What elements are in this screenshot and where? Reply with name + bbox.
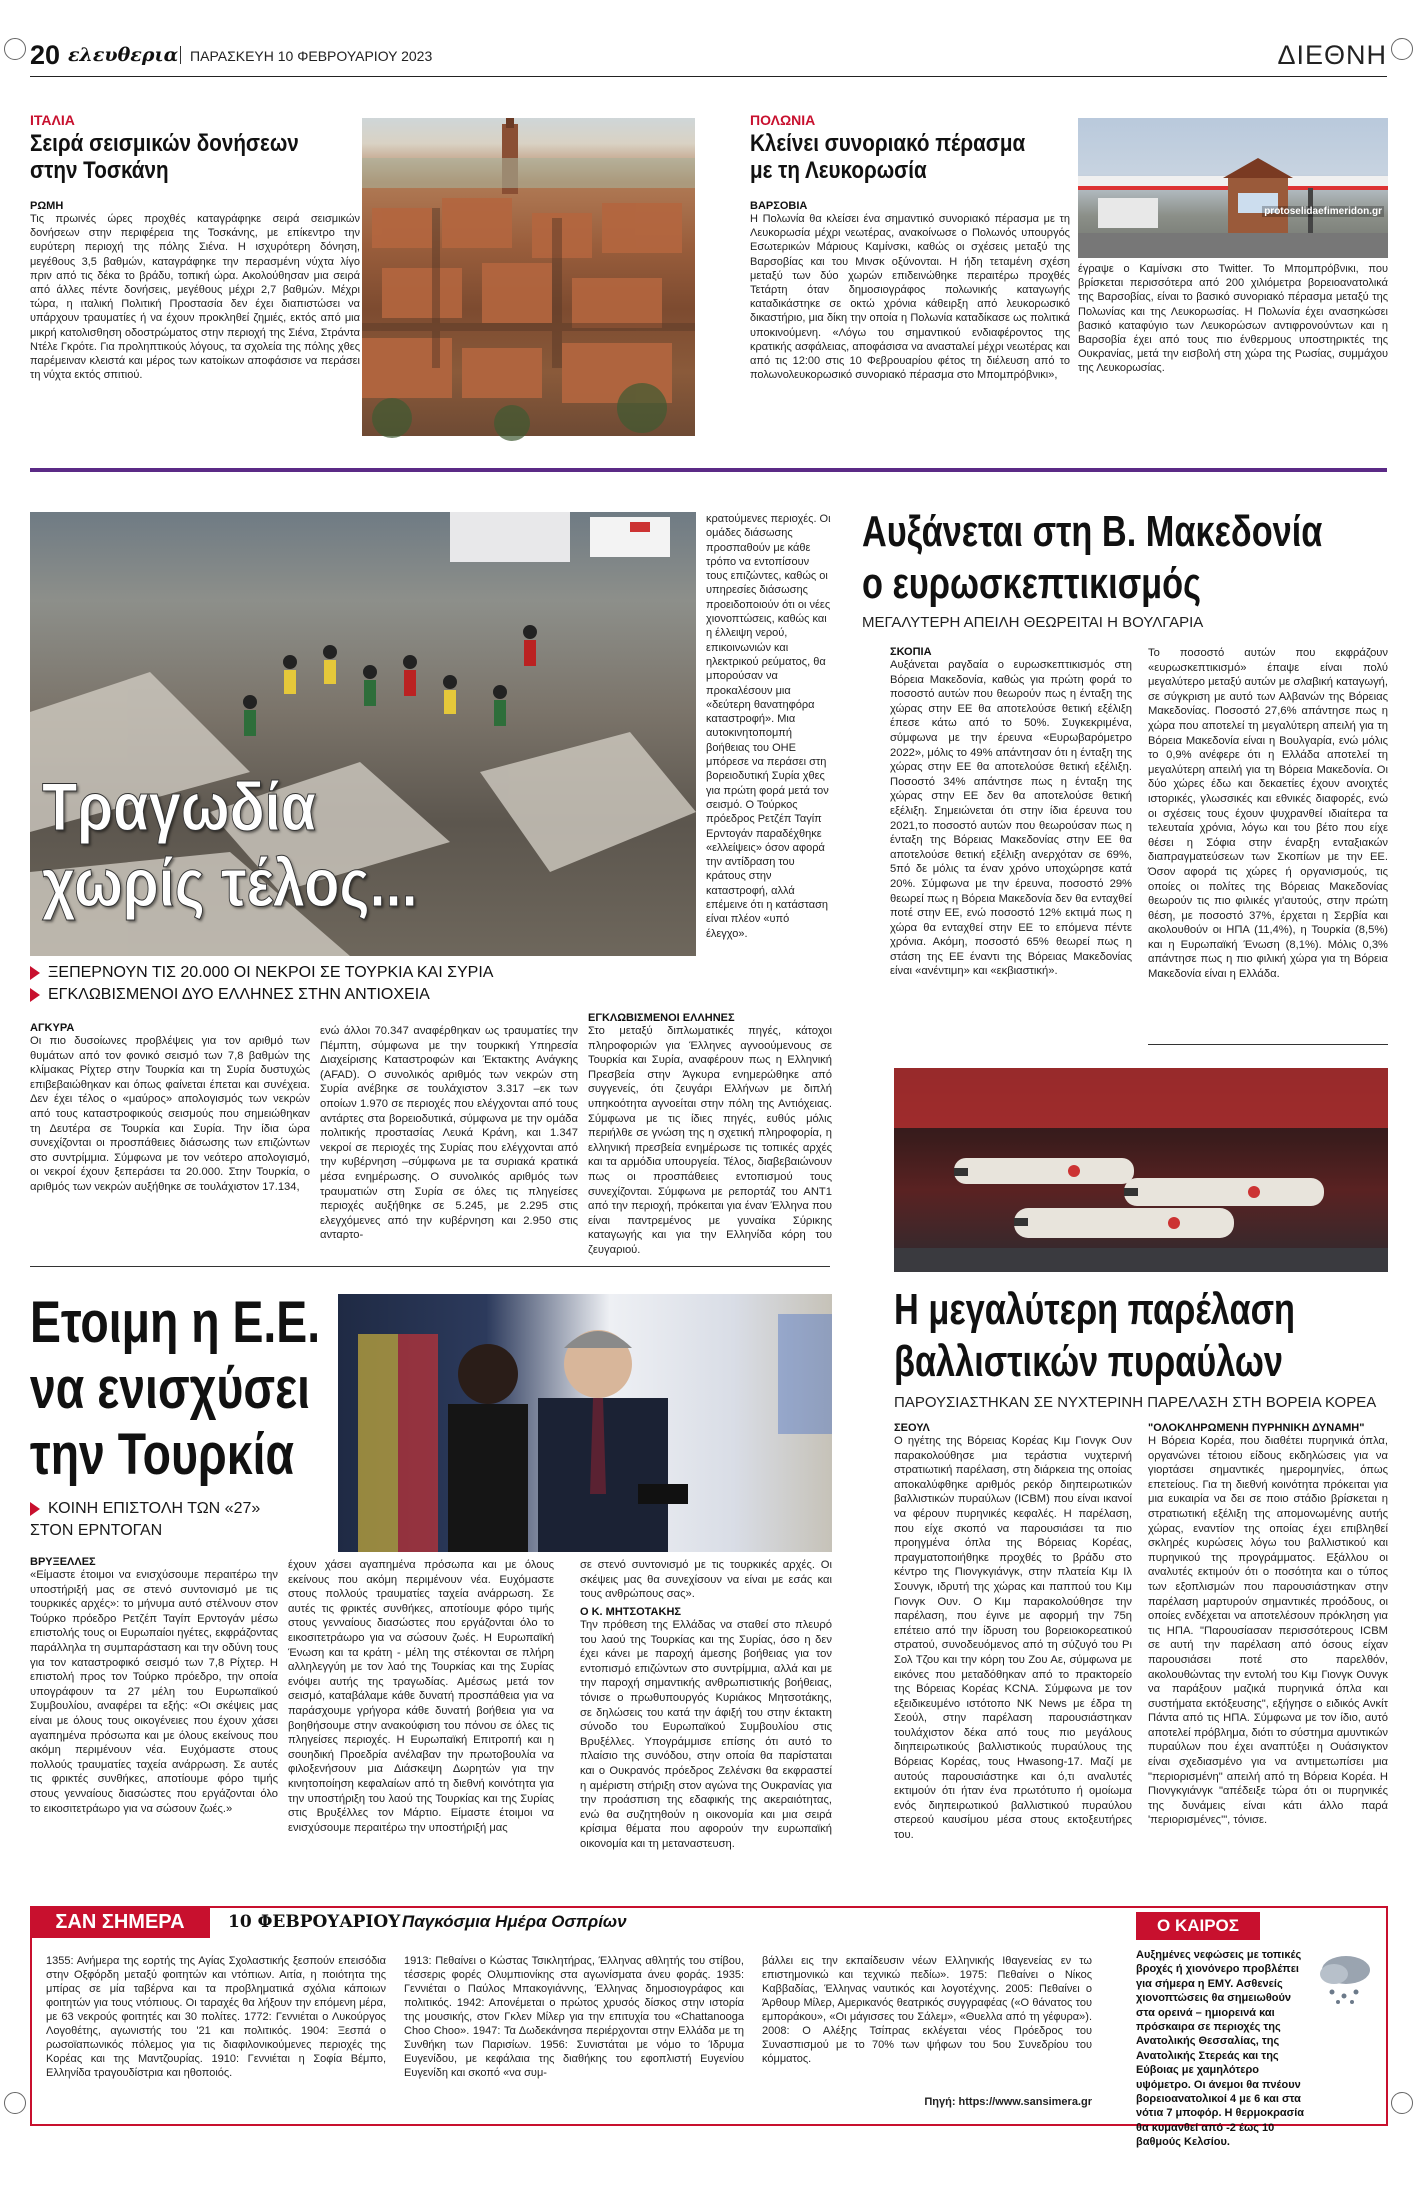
photo-watermark: protoselidaefimeridon.gr xyxy=(1264,206,1382,217)
parade-headline xyxy=(894,1284,1388,1411)
parade-subhead: ΠΑΡΟΥΣΙΑΣΤΗΚΑΝ ΣΕ ΝΥΧΤΕΡΙΝΗ ΠΑΡΕΛΑΣΗ ΣΤΗ ΒΟΡΕΙΑ ΚΟΡΕΑ xyxy=(894,1394,1377,1411)
bullet-triangle-icon xyxy=(30,966,40,980)
eu-top-rule xyxy=(30,1266,830,1267)
on-this-day-col1: 1355: Ανήμερα της εορτής της Αγίας Σχολαστικής ξεσπούν επεισόδια στην Οξφόρδη μεταξύ φοιτητών και ντόπιων. Αιτία, η ποιότητα της μπίρας σε μία ταβέρνα και τα προβληματικά σχόλια κάποιων φοιτητών για τους ντόπιους. Οι ταραχές θα λήξουν την επόμενη μέρα, με 63 νεκρούς φοιτητές και 30 πολίτες. 1772: Γεννιέται ο Λυκούργος Λογοθέτης, αγωνιστής του '21 και πολιτικός. 1904: Ξεσπά ο ρωσοϊαπωνικός πόλεμος για τις διαφιλονικούμενες περιοχές της Κορέας και της Μαντζουρίας. 1910: Γεννιέται η Σοφία Βέμπο, Ελληνίδα τραγουδίστρια και ηθοποιός. xyxy=(46,1955,386,2079)
section-divider xyxy=(30,468,1387,472)
press-scene-illustration xyxy=(338,1294,832,1552)
quake-subheads xyxy=(30,962,696,1006)
eu-headline-line1: Ετοιμη η Ε.Ε. xyxy=(30,1290,321,1355)
header-rule xyxy=(30,76,1387,77)
italy-kicker: ΙΤΑΛΙΑ xyxy=(30,112,75,128)
registration-mark-top-left xyxy=(4,38,26,60)
earthquake-rescue-photo xyxy=(30,512,696,956)
italy-dateline: ΡΩΜΗ xyxy=(30,200,64,212)
quake-subhead-greeks: ΕΓΚΛΩΒΙΣΜΕΝΟΙ ΕΛΛΗΝΕΣ xyxy=(588,1012,735,1024)
quake-headline-line2: χωρίς τέλος... xyxy=(42,845,418,921)
italy-body: Τις πρωινές ώρες προχθές καταγράφηκε σειρά σεισμικών δονήσεων στην περιφέρεια της Τοσκάνης, με επίκεντρο την ευρύτερη περιοχή της πόλης Σιένα. Η ισχυρότερη δόνηση, μεγέθους 3,5 βαθμών, καταγράφηκε την περασμένη νύχτα λίγο πριν από τις δέκα το βράδυ, τοπική ώρα. Ακολούθησαν μια σειρά από άλλες πέντε δονήσεις, μεγέθους μέχρι 2,7 βαθμών. Μέχρι τώρα, η ιταλική Πολιτική Προστασία δεν έχει διαπιστώσει να υπάρχουν τραυματίες ή να έχουν προκληθεί ζημιές, εκτός από μια μικρή κατολισθηση οδοστρώματος στην περιοχή της Σιένα, Στράντα Ντέλε Γκρότε. Για προληπτικούς λόγους, τα σχολεία της πόλης χθες παρέμειναν κλειστά και μέρος των κατοίκων αποφάσισε να περάσει τη νύχτα εκτός σπιτιού. xyxy=(30,213,360,382)
macedonia-col2: Το ποσοστό αυτών που εκφράζουν «ευρωσκεπτικισμό» έπαψε είναι πολύ μεγαλύτερο μεταξύ αυτών με σλαβική καταγωγή, σε σύγκριση με αυτό των Αλβανών της Βόρειας Μακεδονίας. Ποσοστό 27,6% απάντησε πως η χώρα που αποτελεί τη μεγαλύτερη απειλή για τη Βόρεια Μακεδονία είναι η Βουλγαρία, ενώ μόλις το 0,9% ανέφερε ότι η Ελλάδα αποτελεί τη μεγαλύτερη απειλή για τη Βόρεια Μακεδονία. Οι δύο χώρες έδω και δεκαετίες έχουν ανοιχτές ιστορικές, γλωσσικές και εθνικές διαφορές, ενώ οι σχέσεις τους έχουν ψυχρανθεί ιδιαίτερα τα τελευταία χρόνια, λόγω και του βέτο που είχε θέσει η Σόφια στην έναρξη ενταξιακών διαπραγματεύσεων των Σκοπίων με την ΕΕ. Όσον αφορά τις χώρες ή οργανισμούς, τις οποίες οι πολίτες της Βόρειας Μακεδονίας θεωρούν τις πιο φιλικές γι'αυτούς, στην πρώτη θέση, με ποσοστό 37%, έρχεται η Σερβία και ακολουθούν οι ΗΠΑ (11,4%), η Τουρκία (8,5%) και η Ευρωπαϊκή Ένωση (8,1%). Μόλις 0,3% απάντησε πως η πιο φιλική χώρα για τη Βόρεια Μακεδονία είναι η Ελλάδα. xyxy=(1148,647,1388,981)
parade-col1: ΣΕΟΥΛ Ο ηγέτης της Βόρειας Κορέας Κιμ Γιονγκ Ουν παρακολούθησε μια τεράστια νυχτερινή στρατιωτική παρέλαση, στη διάρκεια της οποίας αποκαλύφθηκε αριθμός ρεκόρ διηπειρωτικών βαλλιστικών πυραύλων (ICBM) που είναι ικανοί να φέρουν πυρηνικές κεφαλές. Η παρέλαση, που είχε σκοπό να παρουσιάσει τα πιο προηγμένα όπλα της Βόρειας Κορέας, πραγματοποιήθηκε προχθές το βράδυ στο κέντρο της Πιονγκγιάνγκ, στην πλατεία Κιμ Ιλ Σουνγκ, ιδρυτή της χώρας και παππού του Κιμ Γιονγκ Ουν. Ο Κιμ παρακολούθησε την παρέλαση, που έγινε με αφορμή την 75η επέτειο από την ίδρυση του βορειοκορεατικού στρατού, συνοδευόμενος από τη σύζυγό του Ρι Σολ Τζου και την κόρη του Ζου Αε, σύμφωνα με εικόνες που μεταδόθηκαν από το πρακτορείο της Βόρειας Κορέας KCNA. Σύμφωνα με τον εξειδικευμένο ιστότοπο NK News με έδρα τη Σεούλ, στην παρέλαση παρουσιάστηκαν τουλάχιστον δέκα από τους πιο μεγάλους διηπειρωτικούς βαλλιστικούς πυραύλους της Βόρειας Κορέας, τους Hwasong-17. Μαζί με αυτούς παρουσιάστηκε και ό,τι αναλυτές εκτιμούν ότι ήταν ένα πρωτότυπο ή ομοίωμα ενός διηπειρωτικού βαλλιστικού πυραύλου στερεού καυσίμου μέσα στους εκτοξευτήρες του. xyxy=(894,1422,1132,1842)
registration-mark-bottom-right xyxy=(1391,2092,1413,2114)
weather-box xyxy=(1136,1948,1376,2149)
quake-subhead-2: ΕΓΚΛΩΒΙΣΜΕΝΟΙ ΔΥΟ ΕΛΛΗΝΕΣ ΣΤΗΝ ΑΝΤΙΟΧΕΙΑ xyxy=(30,984,696,1006)
on-this-day-label: ΣΑΝ ΣΗΜΕΡΑ xyxy=(30,1906,210,1938)
eu-col3: σε στενό συντονισμό με τις τουρκικές αρχές. Οι σκέψεις μας θα συνεχίσουν να είναι με εσάς και τους ανθρώπους σας». Ο Κ. ΜΗΤΣΟΤΑΚΗΣ Την πρόθεση της Ελλάδας να σταθεί στο πλευρό του λαού της Τουρκίας και της Συρίας, όσο η δεν έχει κάνει με παροχή άμεσης βοήθειας για τον εντοπισμό επιζώντων στο συντρίμμια, αλλά και με την παροχή σημαντικής ανθρωπιστικής βοήθειας, τόνισε ο πρωθυπουργός Κυριάκος Μητσοτάκης, σε δηλώσεις του κατά την άφιξή του στην έκτακτη σύνοδο του Ευρωπαϊκού Συμβουλίου στις Βρυξέλλες. Υπογράμμισε επίσης ότι αυτό το πλαίσιο της συνόδου, στην οποία θα παρίσταται και ο Ουκρανός πρόεδρος Ζελένσκι θα εκφραστεί η αμέριστη στήριξη στον αγώνα της Ουκρανίας για την προάσπιση της εδαφικής της ακεραιότητας, ενώ θα συζητηθούν η οικονομία και μια σειρά κρίσιμα θέματα που αφορούν την ευρωπαϊκή οικονομία και τη μεταναστευση. xyxy=(580,1559,832,1850)
registration-mark-top-right xyxy=(1391,38,1413,60)
poland-body-col2: έγραψε ο Καμίνσκι στο Twitter. Το Μποµπρόβνικι, που βρίσκεται περισσότερα από 200 χιλιόμετρα βορειοανατολικά της Βαρσοβίας, είναι το βασικό συνοριακό πέρασμα μεταξύ της Πολωνίας και της Λευκορωσίας. Η Πολωνία έχει ανασηκώσει βασικό καταφύγιο των Λευκορώσων αντιφρονούντων και η Βαρσοβία έχει από τους πιο ένθερμους υποστηρικτές της Ουκρανίας, μετά την εισβολή στη χώρα της Ρωσίας, συμμάχου της Λευκορωσίας. xyxy=(1078,263,1388,375)
poland-article xyxy=(750,112,1070,442)
newspaper-logo: ελευθερια xyxy=(68,44,179,66)
quake-dateline: ΑΓΚΥΡΑ xyxy=(30,1022,75,1034)
header-separator xyxy=(180,46,181,64)
macedonia-dateline: ΣΚΟΠΙΑ xyxy=(890,646,932,658)
quake-col2: ενώ άλλοι 70.347 αναφέρθηκαν ως τραυματίες την Πέμπτη, σύμφωνα με την τουρκική Υπηρεσία Διαχείρισης Καταστροφών και Έκτακτης Ανάγκης (AFAD). Ο συνολικός αριθμός των νεκρών στη Συρία ανέβηκε σε τουλάχιστον 3.317 –εκ των οποίων 1.970 σε περιοχές που ελέγχονται από τους αντάρτες στα βορειοδυτικά, σύμφωνα με την ομάδα πολιτικής προστασίας Λευκά Κράνη, και 1.347 νεκροί σε περιοχές της Συρίας που ελέγχονται από την κυβέρνηση –σύμφωνα με τα συριακά κρατικά μέσα ενημέρωσης. Ο συνολικός αριθμός των τραυματιών στη Συρία σε όλες τις πληγείσες περιοχές αυξήθηκε σε 5.245, με 2.295 στις ελεγχόμενες από την κυβέρνηση και 2.950 στις ανταρτο- xyxy=(320,1025,578,1242)
missile-parade-photo xyxy=(894,1068,1388,1272)
parade-illustration xyxy=(894,1068,1388,1272)
eu-dateline: ΒΡΥΞΕΛΛΕΣ xyxy=(30,1556,96,1568)
poland-kicker: ΠΟΛΩΝΙΑ xyxy=(750,112,816,128)
eu-col1: ΒΡΥΞΕΛΛΕΣ «Είμαστε έτοιμοι να ενισχύσουμε περαιτέρω την υποστήριξή μας σε στενό συντονισμό με τις τουρκικές αρχές»: το μήνυμα αυτό στέλνουν στον Τούρκο πρόεδρο Ρετζέπ Ταγίπ Ερντογάν μέσω επιστολής τους οι Ευρωπαίοι ηγέτες, εκφράζοντας παράλληλα τη συμπαράσταση και την οδύνη τους για τον καταστροφικό σεισμό των 7,8 Ρίχτερ. Η επιστολή προς τον Τούρκο πρόεδρο, την οποία υπογράφουν τα 27 μέλη του Ευρωπαϊκού Συμβουλίου, αναφέρει τα εξής: «Οι σκέψεις μας είναι με όλους τους οικογένειες που έχουν χάσει αγαπημένα πρόσωπα και με όλους εκείνους που ακόμη περιμένουν νέα. Ευχόμαστε στους πολλούς τραυματίες ταχεία ανάρρωση. Σε αυτές τις φρικτές συνθήκες, αποτίουμε φόρο τιμής στους γενναίους διασώστες που εργάζονται όλο το εικοσιτετράωρο για να σώσουν ζωές.» xyxy=(30,1556,278,1815)
parade-headline-line1: Η μεγαλύτερη παρέλαση xyxy=(894,1285,1296,1334)
parade-col2: "ΟΛΟΚΛΗΡΩΜΕΝΗ ΠΥΡΗΝΙΚΗ ΔΥΝΑΜΗ" Η Βόρεια Κορέα, που διαθέτει πυρηνικά όπλα, οργανώνει τέτοιου είδους εκδηλώσεις για να γιορτάσει σημαντικές ημερομηνίες, όπως επετείους. Για τη διεθνή κοινότητα πρόκειται για μια ευκαιρία να δει σε ποιο στάδιο βρίσκεται η στρατιωτική εξέλιξη της απομονωμένης αυτής χώρας, εναντίον της οποίας έχει επιβληθεί σκληρές κυρώσεις λόγω του βαλλιστικού και πυρηνικού της προγράμματος. Εξάλλου οι αναλυτές εκτιμούν ότι ο ποσότητα και ο τύπος των εξοπλισμών που παρουσιάστηκαν στην παρέλαση μαρτυρούν σημαντικές προόδους, οι οποίες ενδέχεται να αποτελέσουν πρόκληση για τις ΗΠΑ. "Παρουσίασαν περισσότερους ICBM σε αυτή την παρέλαση από όσους είχαν παρουσιάσει ποτέ στο παρελθόν, ακολουθώντας την εντολή του Κιμ Γιονγκ Ουνγκ να παράξουν μαζικά πυρηνικά όπλα και συστήματα εκτόξευσης", εξήγησε ο ειδικός Ανκίτ Πάντα από τις ΗΠΑ. Σύμφωνα με τον ίδιο, αυτό αποτελεί πρόβλημα, διότι το σύστημα αμυντικών πυραύλων που έχει αναπτύξει η Ουάσιγκτον είναι σχεδιασμένο για να αντιμετωπίσει μια "περιορισμένη" απειλή από τη Βόρεια Κορέα. Η Πιονγκγιάνγκ "απέδειξε τώρα ότι οι πυρηνικές της δυνάμεις είναι κάτι άλλο παρά 'περιορισμένες'", τόνισε. xyxy=(1148,1422,1388,1827)
parade-headline-line2: βαλλιστικών πυραύλων xyxy=(894,1337,1284,1386)
border-crossing-photo xyxy=(1078,118,1388,258)
italy-article xyxy=(30,112,360,442)
eu-headline-line3: την Τουρκία xyxy=(30,1422,294,1487)
registration-mark-bottom-left xyxy=(4,2092,26,2114)
siena-rooftops-illustration xyxy=(362,118,695,436)
on-this-day-date: 10 ΦΕΒΡΟΥΑΡΙΟΥ xyxy=(228,1912,401,1932)
quake-col3-upper: κρατούμενες περιοχές. Οι ομάδες διάσωσης προσπαθούν με κάθε τρόπο να εντοπίσουν τους επιζώντες, καθώς οι υπηρεσίες διάσωσης προειδοποιούν ότι οι νέες χιονοπτώσεις, καθώς και η έλλειψη νερού, επικοινωνιών και ηλεκτρικού ρεύματος, θα μπορούσαν να προκαλέσουν μια «δεύτερη θανατηφόρα καταστροφή». Μια αυτοκινητοπομπή βοήθειας του ΟΗΕ μπόρεσε να περάσει στη βορειοδυτική Συρία χθες για πρώτη φορά μετά τον σεισμό. Ο Τούρκος πρόεδρος Ρετζέπ Ταγίπ Ερντογάν παραδέχθηκε «ελλείψεις» όσον αφορά την αντίδραση του κράτους στην καταστροφή, αλλά επέμεινε ότι η κατάσταση είναι πλέον «υπό έλεγχο». xyxy=(706,513,831,940)
section-title: ΔΙΕΘΝΗ xyxy=(1277,40,1387,70)
eu-headline xyxy=(30,1290,360,1542)
macedonia-headline-line1: Αυξάνεται στη Β. Μακεδονία xyxy=(862,507,1323,556)
macedonia-article xyxy=(862,506,1388,631)
poland-headline-line1: Κλείνει συνοριακό πέρασμα xyxy=(750,130,1026,157)
quake-headline-line1: Τραγωδία xyxy=(42,769,317,845)
quake-col1: ΑΓΚΥΡΑ Οι πιο δυσοίωνες προβλέψεις για τον αριθμό των θυμάτων από τον φονικό σεισμό των 7,8 βαθμών της κλίμακας Ρίχτερ στην Τουρκία και τη Συρία δυστυχώς επιβεβαιώθηκαν και όπως φαίνεται έπεται και συνέχεια. Δεν έχει τέλος ο «μαύρος» απολογισμός των νεκρών από τους καταστροφικούς σεισμούς που σημειώθηκαν τη Δευτέρα σε Τουρκία και Συρία. Την ίδια ώρα συνεχίζονται οι προσπάθειες διάσωσης των επιζώντων στο συντρίμμια. Σύμφωνα με τον νεότερο απολογισμό, οι νεκροί έχουν ξεπεράσει τα 20.000. Στην Τουρκία, ο αριθμός των νεκρών αυξήθηκε σε τουλάχιστον 17.134, xyxy=(30,1022,310,1193)
weather-label: Ο ΚΑΙΡΟΣ xyxy=(1136,1912,1260,1940)
eu-subhead-1: ΚΟΙΝΗ ΕΠΙΣΤΟΛΗ ΤΩΝ «27» xyxy=(30,1498,360,1520)
macedonia-col1: ΣΚΟΠΙΑ Αυξάνεται ραγδαία ο ευρωσκεπτικισμός στη Βόρεια Μακεδονία, καθώς για πρώτη φορά το ποσοστό αυτών που θεωρούν πως η ένταξη της χώρας στην ΕΕ θα αποτελούσε θετική εξέλιξη έπεσε κάτω από το 50%. Συγκεκριμένα, σύμφωνα με την έρευνα «Ευρωβαρόμετρο 2022», μόλις το 49% απάντησαν ότι η ένταξη της χώρας στην ΕΕ θα αποτελούσε θετική εξέλιξη. Ποσοστό 34% απάντησε πως η ένταξη της χώρας στην ΕΕ δεν θα αποτελούσε θετική εξέλιξη. Σημειώνεται ότι στην ίδια έρευνα του 2021,το ποσοστό αυτών που θεωρούσαν πως η ένταξη της Βόρειας Μακεδονίας στην ΕΕ θα αποτελούσε θετική εξέλιξη ανερχόταν σε 69%, 5πό δε μόλις τα έναν χρόνο υποχώρησε κατά 20%. Σύμφωνα με την έρευνα, ποσοστό 29% θεωρεί πως η Βόρεια Μακεδονία δεν θα ενταχθεί ποτέ στην ΕΕ, ενώ ποσοστό 12% εκτιμά πως η χώρα θα ενταχθεί στην ΕΕ το επόμενα πέντε χρόνια. Ακόμη, ποσοστό 65% θεωρεί πως η στάση της ΕΕ έναντι της Βόρειας Μακεδονίας είναι «ανέντιμη» και «εκβιαστική». xyxy=(890,646,1132,978)
eu-headline-line2: να ενισχύσει xyxy=(30,1356,311,1421)
page-number: 20 xyxy=(30,40,61,70)
siena-photo xyxy=(362,118,695,436)
poland-body-col1: Η Πολωνία θα κλείσει ένα σημαντικό συνοριακό πέρασμα με τη Λευκορωσία μέχρι νεωτέρας, ανακοίνωσε ο Πολωνός υπουργός Εσωτερικών Μάριους Καμίνσκι, καθώς οι σχέσεις μεταξύ της Βαρσοβίας και του Μινσκ οξύνονται. Η ήδη τεταμένη σχέση μεταξύ των δύο χωρών επιδεινώθηκε περαιτέρω προχθές Τετάρτη όταν δημοσιογράφος πολωνικής καταγωγής καταδικάστηκε σε οκτώ χρόνια κάθειρξη από λευκορωσικό δικαστήριο, μια δίκη την οποία η Πολωνία καταδίκασε ως πολιτικά υποκινούμενη. «Λόγω του σημαντικού ενδιαφέροντος της κρατικής ασφάλειας, αποφάσισα να ανασταλεί μέχρι νεωτέρας και από τις 12:00 στις 10 Φεβρουαρίου φέτος τη διέλευση από το πολωνολευκορωσικό συνοριακό πέρασμα στο Μποµπρόβνικι», xyxy=(750,213,1070,382)
eu-subhead-2: ΣΤΟΝ ΕΡΝΤΟΓΑΝ xyxy=(30,1522,163,1539)
snow-cloud-icon xyxy=(1316,1948,1376,2004)
macedonia-headline-line2: ο ευρωσκεπτικισμός xyxy=(862,559,1201,608)
border-crossing-illustration xyxy=(1078,118,1388,258)
parade-subhead-nuclear: "ΟΛΟΚΛΗΡΩΜΕΝΗ ΠΥΡΗΝΙΚΗ ΔΥΝΑΜΗ" xyxy=(1148,1422,1365,1434)
page-header xyxy=(30,38,1387,74)
weather-forecast: Αυξημένες νεφώσεις με τοπικές βροχές ή χιονόνερο προβλέπει για σήμερα η ΕΜΥ. Ασθενείς χιονοπτώσεις θα σημειωθούν στα ορεινά – ημιορεινά και πρόσκαιρα σε περιοχές της Ανατολικής Θεσσαλίας, της Ανατολικής Στερεάς και της Εύβοιας με χαμηλότερο υψόμετρο. Οι άνεμοι θα πνέουν βορειοανατολικοί 4 με 6 και στα νότια 7 μποφόρ. Η θερμοκρασία θα κυμανθεί από -2 έως 10 βαθμούς Κελσίου. xyxy=(1136,1949,1305,2149)
italy-headline-line2: στην Τοσκάνη xyxy=(30,157,169,184)
mitsotakis-photo xyxy=(338,1294,832,1552)
bullet-triangle-icon xyxy=(30,1502,40,1516)
on-this-day-col3: βάλλει εις την εκπαίδευσιν νέων Ελληνικής Ιθαγενείας εν τω επιστημονικώ και τεχνικώ πεδίω». 1975: Πεθαίνει ο Νίκος Καββαδίας, Έλληνας ναυτικός και λογοτέχνης. 2005: Πεθαίνει ο Άρθουρ Μίλερ, Αμερικανός θεατρικός συγγραφέας («Ο θάνατος του εμποράκου», «Οι μάγισσες του Σάλεμ», «Θυελλα από τη γέφυρα»). 2008: Ο Αλέξης Τσίπρας εκλέγεται νέος Πρόεδρος του Συνασπισμού με το 70% των ψήφων του 5ου Συνεδρίου του κόμματος. xyxy=(762,1955,1092,2065)
on-this-day-source: Πηγή: https://www.sansimera.gr xyxy=(924,2096,1092,2108)
quake-col3-lower: ΕΓΚΛΩΒΙΣΜΕΝΟΙ ΕΛΛΗΝΕΣ Στο μεταξύ διπλωματικές πηγές, κάτοχοι πληροφοριών για Έλληνες αγνοούμενους σε Τουρκία και Συρία, αναφέρουν πως η Ελληνική Πρεσβεία στην Άγκυρα ενημερώθηκε από συγγενείς, ότι ζευγάρι Ελλήνων με διπλή υπηκοότητα αγνοείται στην πόλη της Αντιόχειας. Σύμφωνα με τις ίδιες πηγές, ευθύς μόλις περιήλθε σε γνώση της η σχετική πληροφορία, η ελληνική πρεσβεία ενημέρωσε τις τοπικές αρχές και τα αρμόδια υπουργεία. Τέλος, διαβεβαιώνουν πως οι προσπάθειες εντοπισμού τους συνεχίζονται. Σύμφωνα με ρεπορτάζ του ANT1 από την περιοχή, πρόκειται για έναν Έλληνα που είναι παντρεμένος με γυναίκα Σύρικης καταγωγής και για την Ελληνίδα κόρη του ζευγαριού. xyxy=(588,1012,832,1256)
eu-col2: έχουν χάσει αγαπημένα πρόσωπα και με όλους εκείνους που ακόμη περιμένουν νέα. Ευχόμαστε στους πολλούς τραυματίες ταχεία ανάρρωση. Σε αυτές τις φρικτές συνθήκες, αποτίουμε φόρο τιμής στους γενναίους διασώστες που εργάζονται όλο το εικοσιτετράωρο για να σώσουν ζωές. Η Ευρωπαϊκή Ένωση και τα κράτη - μέλη της στέκονται σε πλήρη αλληλεγγύη με τον λαό της Τουρκίας και της Συρίας ενόψει αυτής της τραγωδίας. Αμέσως μετά τον σεισμό, καταβάλαμε κάθε δυνατή προσπάθεια για να παράσχουμε γρήγορα κάθε δυνατή βοήθεια για να βοηθήσουμε στην ανακούφιση του πόνου σε όλες τις πληγείσες περιοχές. Η Ευρωπαϊκή Επιτροπή και η σουηδική Προεδρία ανέλαβαν την πρωτοβουλία να φιλοξενήσουν μια Διάσκεψη Δωρητών για την κινητοποίηση κεφαλαίων από τη διεθνή κοινότητα για την υποστήριξη του λαού της Τουρκίας και της Συρίας στις Βρυξέλλες τον Μάρτιο. Είμαστε έτοιμοι να ενισχύσουμε περαιτέρω την υποστήριξή μας xyxy=(288,1559,554,1834)
issue-date: ΠΑΡΑΣΚΕΥΗ 10 ΦΕΒΡΟΥΑΡΙΟΥ 2023 xyxy=(190,48,433,64)
italy-headline-line1: Σειρά σεισμικών δονήσεων xyxy=(30,130,299,157)
on-this-day-col2: 1913: Πεθαίνει ο Κώστας Τσικλητήρας, Έλληνας αθλητής του στίβου, τέσσερις φορές Ολυμπιονίκης στα αγωνίσματα άνευ φοράς. 1935: Γεννιέται ο Παύλος Μπακογιάννης, Έλληνας δημοσιογράφος και πολιτικός. 1942: Απονέμεται ο πρώτος χρυσός δίσκος στην ιστορία της μουσικής, στον Γκλεν Μίλερ για την επιτυχία του «Chattanooga Choo Choo». 1947: Τα Δωδεκάνησα περιέρχονται στην Ελλάδα με τη Συνθήκη των Παρισίων. 1956: Συνιστάται με νόμο το Ίδρυμα Ευγενίδου, με κεφάλαια της διαθήκης του εφοπλιστή Ευγενίου Ευγενίδη και σκοπό «να συμ- xyxy=(404,1955,744,2079)
on-this-day-title: Παγκόσμια Ημέρα Οσπρίων xyxy=(402,1912,627,1931)
poland-dateline: ΒΑΡΣΟΒΙΑ xyxy=(750,200,808,212)
eu-byline-mitsotakis: Ο Κ. ΜΗΤΣΟΤΑΚΗΣ xyxy=(580,1606,681,1618)
bullet-triangle-icon xyxy=(30,988,40,1002)
parade-dateline: ΣΕΟΥΛ xyxy=(894,1422,930,1434)
quake-subhead-1: ΞΕΠΕΡΝΟΥΝ ΤΙΣ 20.000 ΟΙ ΝΕΚΡΟΙ ΣΕ ΤΟΥΡΚΙΑ ΚΑΙ ΣΥΡΙΑ xyxy=(30,962,696,984)
macedonia-subhead: ΜΕΓΑΛΥΤΕΡΗ ΑΠΕΙΛΗ ΘΕΩΡΕΙΤΑΙ Η ΒΟΥΛΓΑΡΙΑ xyxy=(862,614,1204,631)
poland-headline-line2: με τη Λευκορωσία xyxy=(750,157,927,184)
macedonia-end-rule xyxy=(1148,1044,1388,1045)
